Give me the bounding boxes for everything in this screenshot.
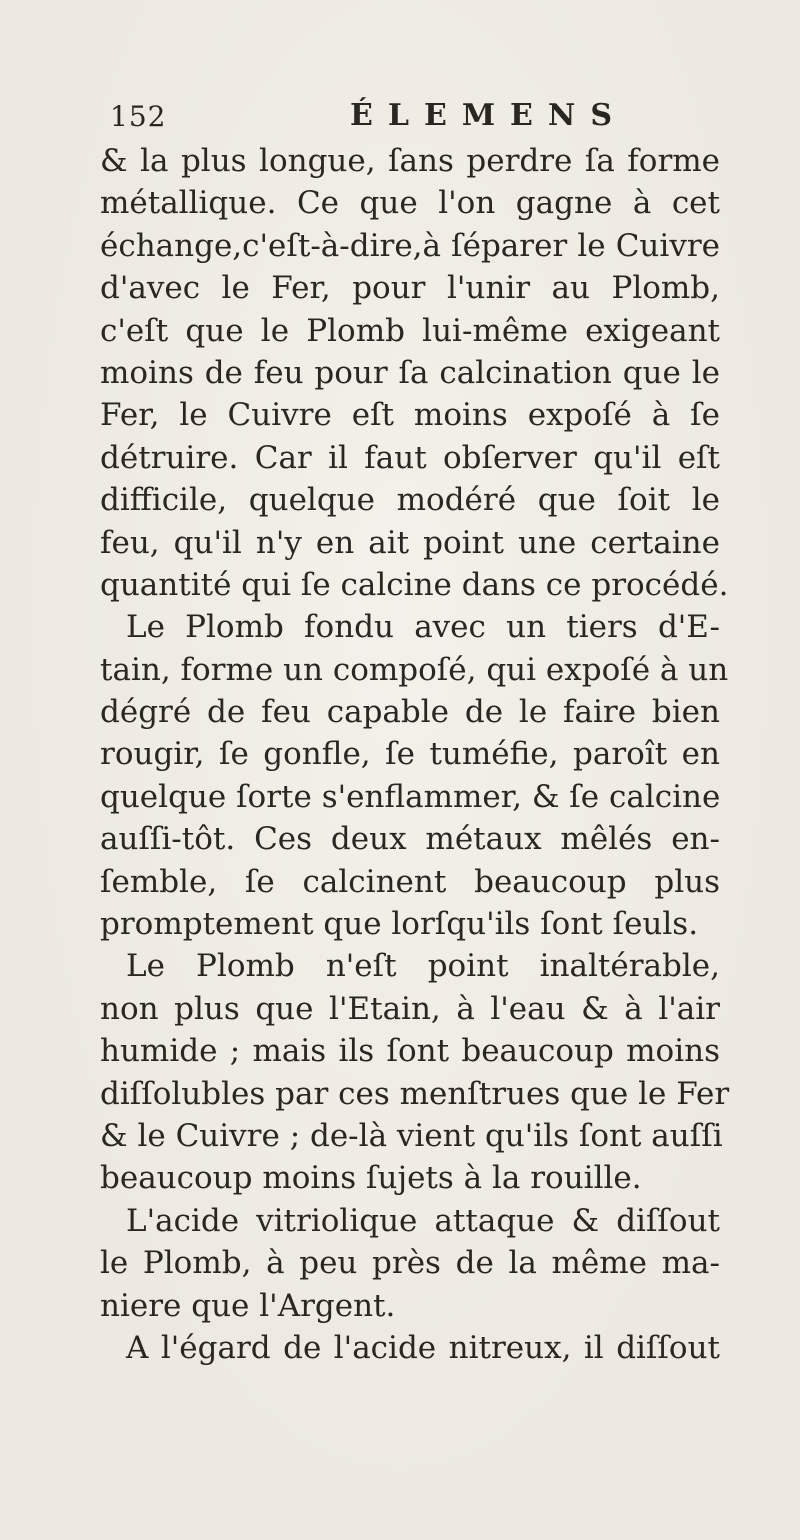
text-line: métallique. Ce que l'on gagne à cet — [100, 185, 720, 222]
text-line: ſemble, ſe calcinent beaucoup plus — [100, 863, 720, 900]
text-line: promptement que lorſqu'ils ſont ſeuls. — [100, 906, 699, 943]
text-line: beaucoup moins ſujets à la rouille. — [100, 1160, 642, 1197]
text-line: humide ; mais ils ſont beaucoup moins — [100, 1033, 720, 1070]
text-line: & la plus longue, ſans perdre ſa forme — [100, 143, 720, 179]
text-line: le Plomb, à peu près de la même ma- — [100, 1245, 720, 1282]
body-text — [100, 140, 730, 1369]
text-line: Fer, le Cuivre eſt moins expoſé à ſe — [100, 397, 720, 434]
text-line: dégré de feu capable de le faire bien — [100, 694, 720, 731]
text-line: L'acide vitriolique attaque & diſſout — [126, 1202, 720, 1239]
page-header — [88, 98, 728, 142]
text-line: échange,c'eſt-à-dire,à ſéparer le Cuivre — [100, 227, 720, 264]
text-line: quantité qui ſe calcine dans ce procédé. — [100, 566, 729, 603]
text-line: Le Plomb n'eſt point inaltérable, — [126, 948, 720, 985]
text-line: niere que l'Argent. — [100, 1287, 396, 1324]
text-line: quelque ſorte s'enflammer, & ſe calcine — [100, 778, 721, 815]
text-line: Le Plomb fondu avec un tiers d'E- — [126, 609, 720, 646]
text-line: difficile, quelque modéré que ſoit le — [100, 482, 720, 519]
running-head: ÉLEMENS — [350, 98, 627, 133]
text-line: non plus que l'Etain, à l'eau & à l'air — [100, 990, 720, 1027]
text-line: feu, qu'il n'y en ait point une certaine — [100, 524, 720, 561]
text-line: détruire. Car il faut obſerver qu'il eſt — [100, 439, 720, 476]
text-line: diſſolubles par ces menſtrues que le Fer — [100, 1075, 730, 1112]
text-line: & le Cuivre ; de-là vient qu'ils ſont auſſi — [100, 1117, 723, 1154]
text-line: tain, forme un compoſé, qui expoſé à un — [100, 651, 729, 688]
page-number: 152 — [110, 100, 167, 133]
text-line: auſſi-tôt. Ces deux métaux mêlés en- — [100, 821, 720, 858]
text-line: d'avec le Fer, pour l'unir au Plomb, — [100, 270, 720, 307]
text-line: moins de feu pour ſa calcination que le — [100, 354, 720, 391]
text-line: c'eſt que le Plomb lui-même exigeant — [100, 312, 720, 349]
text-line: rougir, ſe gonfle, ſe tuméfie, paroît en — [100, 736, 720, 773]
text-line: A l'égard de l'acide nitreux, il diſſout — [126, 1329, 720, 1366]
